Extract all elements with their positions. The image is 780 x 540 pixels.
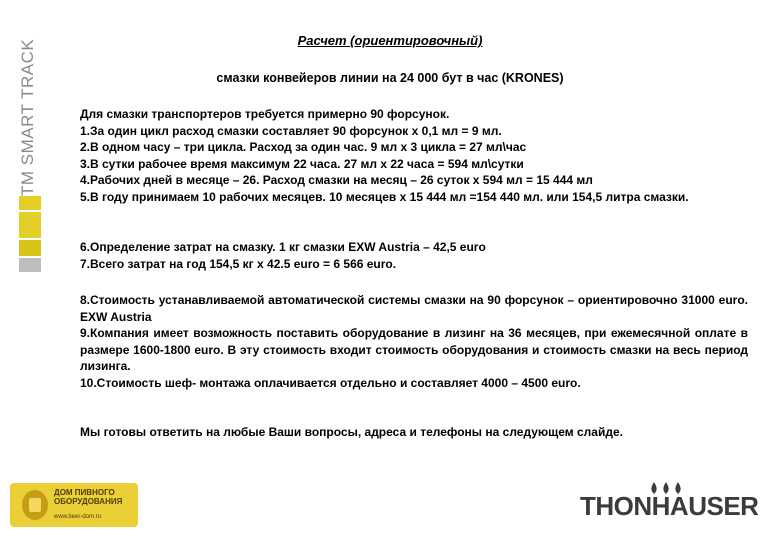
brand-bar <box>19 240 41 256</box>
calc-block-3 <box>80 292 748 392</box>
beer-equipment-logo <box>10 483 138 527</box>
closing-note <box>80 424 748 441</box>
mug-icon <box>22 490 48 520</box>
brand-bar <box>19 258 41 272</box>
paragraph: 9.Компания имеет возможность поставить оборудование в лизинг на 36 месяцев, при ежемесячной оплате в размере 1600-1800 euro. В эту стоимость входит стоимость оборудования и стоимость смазки на весь период лизинга. <box>80 326 748 374</box>
page-title-text: Расчет (ориентировочный) <box>297 33 483 48</box>
paragraph: 7.Всего затрат на год 154,5 кг х 42.5 euro = 6 566 euro. <box>80 256 397 271</box>
paragraph: 10.Стоимость шеф- монтажа оплачивается отдельно и составляет 4000 – 4500 euro. <box>80 375 581 390</box>
paragraph: 4.Рабочих дней в месяце – 26. Расход смазки на месяц – 26 суток х 594 мл = 15 444 мл <box>80 173 593 188</box>
paragraph: 1.За один цикл расход смазки составляет 90 форсунок х 0,1 мл = 9 мл. <box>80 123 502 138</box>
logo-left-url: www.beer-dom.ru <box>54 514 102 520</box>
paragraph: Мы готовы ответить на любые Ваши вопросы, адреса и телефоны на следующем слайде. <box>80 425 623 439</box>
brand-bar <box>19 196 41 210</box>
logo-left-text: ДОМ ПИВНОГО ОБОРУДОВАНИЯ <box>54 488 123 506</box>
page-title <box>0 33 780 48</box>
paragraph: Для смазки транспортеров требуется примерно 90 форсунок. <box>80 107 450 121</box>
calc-block-1 <box>80 106 748 206</box>
thonhauser-wordmark: THONHAUSER <box>580 491 759 521</box>
paragraph: 2.В одном часу – три цикла. Расход за один час. 9 мл х 3 цикла = 27 мл\час <box>80 140 527 155</box>
paragraph: 5.В году принимаем 10 рабочих месяцев. 10 месяцев х 15 444 мл =154 440 мл. или 154,5 литра смазки. <box>80 189 689 204</box>
calc-block-2 <box>80 239 748 272</box>
paragraph: 6.Определение затрат на смазку. 1 кг смазки EXW Austria – 42,5 euro <box>80 240 486 254</box>
brand-bar <box>19 212 41 238</box>
page-subtitle: смазки конвейеров линии на 24 000 бут в час (KRONES) <box>216 71 564 85</box>
thonhauser-logo <box>580 481 759 521</box>
paragraph: 8.Стоимость устанавливаемой автоматической системы смазки на 90 форсунок – ориентировочно 31000 euro. EXW Austria <box>80 293 748 324</box>
paragraph: 3.В сутки рабочее время максимум 22 часа. 27 мл х 22 часа = 594 мл\сутки <box>80 156 524 171</box>
brand-vertical-text: TM SMART TRACK <box>18 38 37 196</box>
